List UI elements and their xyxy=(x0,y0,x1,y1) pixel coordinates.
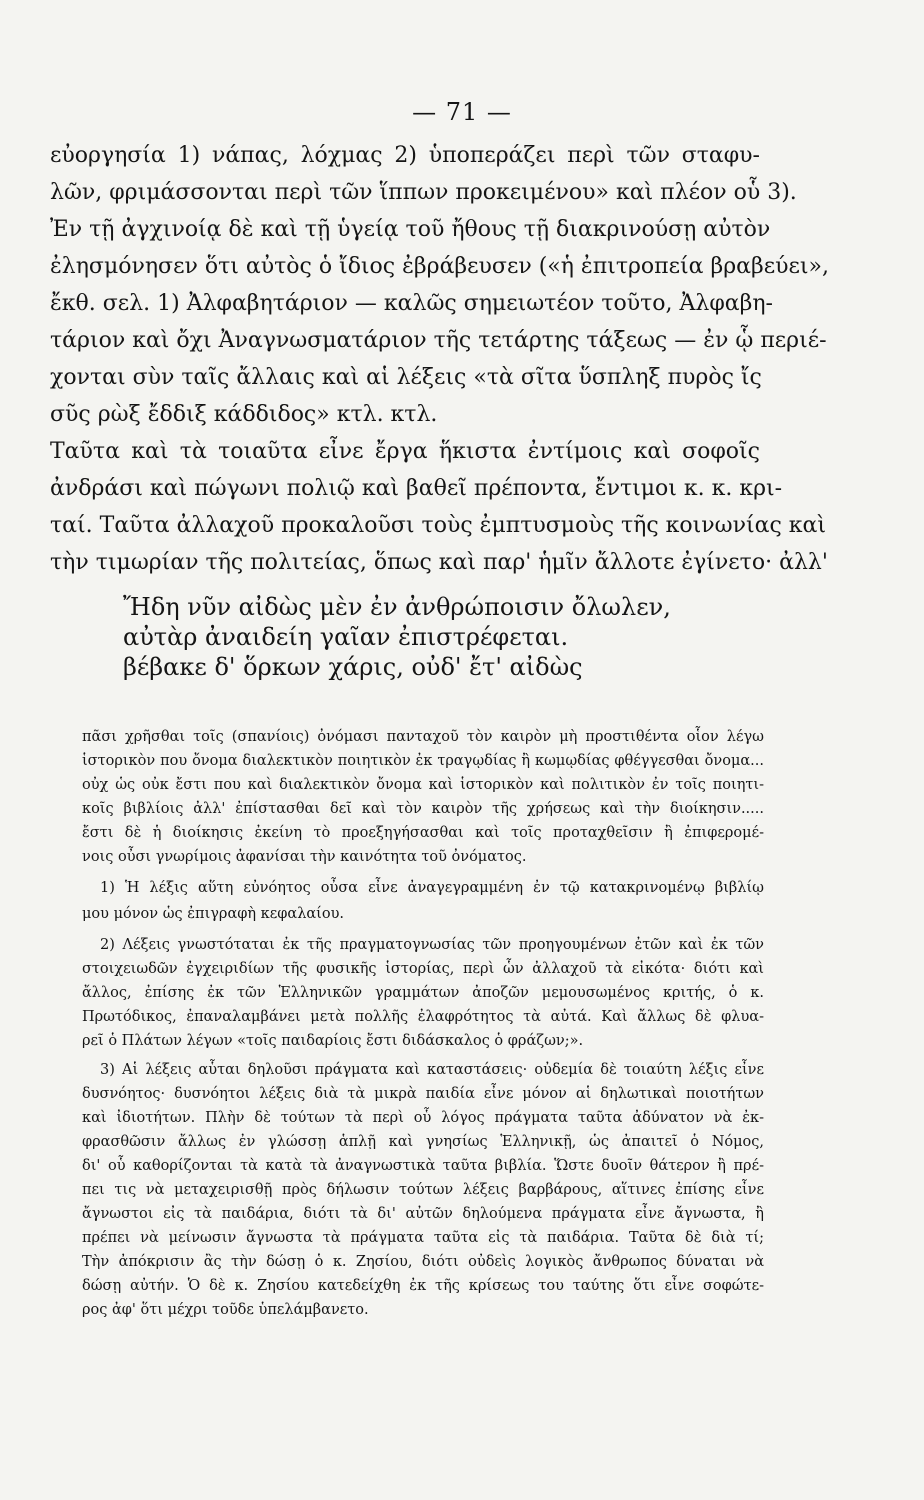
footnote-line: Πρωτόδικος, ἐπαναλαμβάνει μετὰ πολλῆς ἐλαφρότητος τὰ αὐτά. Καὶ ἄλλως δὲ φλυα- xyxy=(82,1009,764,1025)
footnote-line: Τὴν ἀπόκρισιν ἂς τὴν δώσῃ ὁ κ. Ζησίου, διότι οὐδεὶς λογικὸς ἄνθρωπος δύναται νὰ xyxy=(82,1254,764,1270)
footnote-line: στοιχειωδῶν ἐγχειριδίων τῆς φυσικῆς ἱστορίας, περὶ ὧν ἀλλαχοῦ τὰ εἰκότα· διότι καὶ xyxy=(82,961,764,977)
page-number: — 71 — xyxy=(412,98,512,126)
footnote-line: καὶ ἰδιοτήτων. Πλὴν δὲ τούτων τὰ περὶ οὗ λόγος πράγματα ταῦτα ἀδύνατον νὰ ἐκ- xyxy=(82,1110,764,1126)
footnote-line: δυσνόητος· δυσνόητοι λέξεις διὰ τὰ μικρὰ παιδία εἶνε μόνον αἱ δηλωτικαὶ ποιοτήτων xyxy=(82,1086,764,1102)
footnote-line: ἔστι δὲ ἡ διοίκησις ἐκείνη τὸ προεξηγήσασθαι καὶ τοῖς προταχθεῖσιν ἢ ἐπιφερομέ- xyxy=(82,825,764,841)
verse-line: αὐτὰρ ἀναιδείη γαῖαν ἐπιστρέφεται. xyxy=(123,623,569,651)
body-line: Ταῦτα καὶ τὰ τοιαῦτα εἶνε ἔργα ἥκιστα ἐντίμοις καὶ σοφοῖς xyxy=(50,439,760,464)
footnote-line: 3) Αἱ λέξεις αὗται δηλοῦσι πράγματα καὶ καταστάσεις· οὐδεμία δὲ τοιαύτη λέξις εἶνε xyxy=(100,1062,764,1078)
body-line: ἔκθ. σελ. 1) Ἀλφαβητάριον — καλῶς σημειωτέον τοῦτο, Ἀλφαβη- xyxy=(50,291,773,316)
footnote-line: μου μόνον ὡς ἐπιγραφὴ κεφαλαίου. xyxy=(82,906,345,922)
footnote-line: πει τις νὰ μεταχειρισθῇ πρὸς δήλωσιν τούτων λέξεις βαρβάρους, αἵτινες ἐπίσης εἶνε xyxy=(82,1182,764,1198)
body-line: τάριον καὶ ὄχι Ἀναγνωσματάριον τῆς τετάρτης τάξεως — ἐν ᾧ περιέ- xyxy=(50,328,827,353)
footnote-line: ρος ἀφ' ὅτι μέχρι τοῦδε ὑπελάμβανετο. xyxy=(82,1302,369,1318)
footnote-line: κοῖς βιβλίοις ἀλλ' ἐπίστασθαι δεῖ καὶ τὸν καιρὸν τῆς χρήσεως καὶ τὴν διοίκησιν..... xyxy=(82,801,764,817)
body-line: σῦς ρὼξ ἔδδιξ κάδδιδος» κτλ. κτλ. xyxy=(50,402,438,427)
verse-line: βέβακε δ' ὅρκων χάρις, οὐδ' ἔτ' αἰδὼς xyxy=(123,653,583,681)
body-line: Ἐν τῇ ἀγχινοίᾳ δὲ καὶ τῇ ὑγείᾳ τοῦ ἤθους τῇ διακρινούσῃ αὐτὸν xyxy=(50,217,771,242)
body-line: ταί. Ταῦτα ἀλλαχοῦ προκαλοῦσι τοὺς ἐμπτυσμοὺς τῆς κοινωνίας καὶ xyxy=(50,513,827,538)
footnote-line: πρέπει νὰ μείνωσιν ἄγνωστα τὰ πράγματα ταῦτα εἰς τὰ παιδάρια. Ταῦτα δὲ διὰ τί; xyxy=(82,1230,764,1246)
footnote-line: ἄλλος, ἐπίσης ἐκ τῶν Ἑλληνικῶν γραμμάτων ἀποζῶν μεμουσωμένος κριτής, ὁ κ. xyxy=(82,985,764,1001)
footnote-line: 2) Λέξεις γνωστόταται ἐκ τῆς πραγματογνωσίας τῶν προηγουμένων ἐτῶν καὶ ἐκ τῶν xyxy=(100,937,764,953)
footnote-line: 1) Ἡ λέξις αὕτη εὐνόητος οὖσα εἶνε ἀναγεγραμμένη ἐν τῷ κατακρινομένῳ βιβλίῳ xyxy=(100,880,764,896)
footnote-line: πᾶσι χρῆσθαι τοῖς (σπανίοις) ὀνόμασι πανταχοῦ τὸν καιρὸν μὴ προστιθέντα οἷον λέγω xyxy=(82,729,764,745)
footnote-line: φρασθῶσιν ἄλλως ἐν γλώσσῃ ἁπλῇ καὶ γνησίως Ἑλληνικῇ, ὡς ἀπαιτεῖ ὁ Νόμος, xyxy=(82,1134,764,1150)
footnote-line: δώσῃ αὐτήν. Ὁ δὲ κ. Ζησίου κατεδείχθη ἐκ τῆς κρίσεως του ταύτης ὅτι εἶνε σοφώτε- xyxy=(82,1278,764,1294)
footnote-line: ρεῖ ὁ Πλάτων λέγων «τοῖς παιδαρίοις ἔστι διδάσκαλος ὁ φράζων;». xyxy=(82,1033,584,1049)
body-line: ἀνδράσι καὶ πώγωνι πολιῷ καὶ βαθεῖ πρέποντα, ἔντιμοι κ. κ. κρι- xyxy=(50,476,783,501)
body-line: τὴν τιμωρίαν τῆς πολιτείας, ὅπως καὶ παρ' ἡμῖν ἄλλοτε ἐγίνετο· ἀλλ' xyxy=(50,550,828,575)
body-line: χονται σὺν ταῖς ἄλλαις καὶ αἱ λέξεις «τὰ σῖτα ὕσπληξ πυρὸς ἴς xyxy=(50,365,762,390)
footnote-line: ἱστορικὸν που ὄνομα διαλεκτικὸν ποιητικὸν ἐκ τραγῳδίας ἢ κωμῳδίας φθέγγεσθαι ὄνομα... xyxy=(82,753,764,769)
verse-line: Ἤδη νῦν αἰδὼς μὲν ἐν ἀνθρώποισιν ὄλωλεν, xyxy=(123,593,671,621)
footnote-line: δι' οὗ καθορίζονται τὰ κατὰ τὰ ἀναγνωστικὰ ταῦτα βιβλία. Ὥστε δυοῖν θάτερον ἢ πρέ- xyxy=(82,1158,764,1174)
body-line: λῶν, φριμάσσονται περὶ τῶν ἵππων προκειμένου» καὶ πλέον οὗ 3). xyxy=(50,180,797,205)
body-line: εὐοργησία 1) νάπας, λόχμας 2) ὑποπεράζει περὶ τῶν σταφυ- xyxy=(50,143,760,168)
footnote-line: ἄγνωστοι εἰς τὰ παιδάρια, διότι τὰ δι' αὐτῶν δηλούμενα πράγματα εἶνε ἄγνωστα, ἢ xyxy=(82,1206,764,1222)
footnote-line: οὐχ ὡς οὐκ ἔστι που καὶ διαλεκτικὸν ὄνομα καὶ ἱστορικὸν καὶ πολιτικὸν ἐν τοῖς ποιητι- xyxy=(82,777,764,793)
footnote-line: νοις οὖσι γνωρίμοις ἀφανίσαι τὴν καινότητα τοῦ ὀνόματος. xyxy=(82,849,527,865)
body-line: ἐλησμόνησεν ὅτι αὐτὸς ὁ ἴδιος ἐβράβευσεν («ἡ ἐπιτροπεία βραβεύει», xyxy=(50,254,829,279)
